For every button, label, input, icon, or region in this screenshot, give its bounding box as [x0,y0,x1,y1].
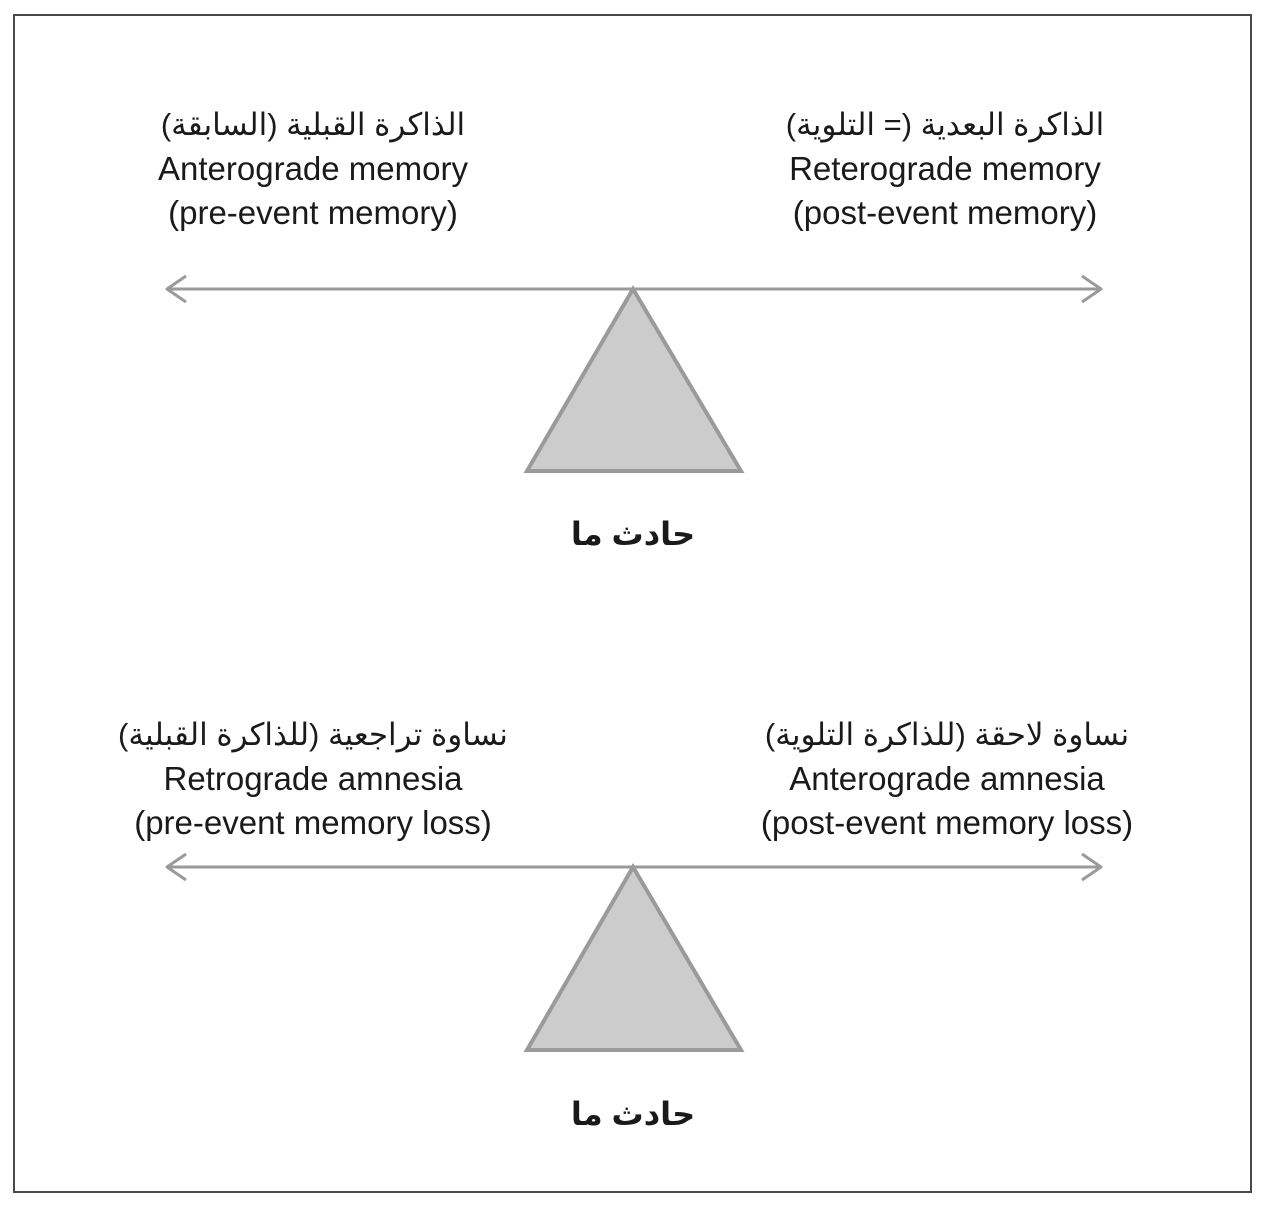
top-event-label: حادث ما [570,516,696,552]
top-right-label [745,103,1145,235]
top-right-english: Reterograde memory [789,150,1101,187]
bottom-right-label [727,713,1167,845]
top-left-english-sub: (pre-event memory) [168,194,458,231]
bottom-left-label [93,713,533,845]
top-event-triangle [527,289,741,471]
bottom-left-english: Retrograde amnesia [163,760,463,797]
top-right-arabic: الذاكرة البعدية (= التلوية) [785,107,1105,142]
bottom-right-english-sub: (post-event memory loss) [760,804,1134,841]
top-left-english: Anterograde memory [158,150,468,187]
bottom-right-english: Anterograde amnesia [789,760,1105,797]
top-right-english-sub: (post-event memory) [792,194,1098,231]
top-left-arabic: الذاكرة القبلية (السابقة) [160,107,466,142]
bottom-event-triangle [527,867,741,1050]
top-left-label [113,103,513,235]
bottom-left-english-sub: (pre-event memory loss) [134,804,492,841]
bottom-right-arabic: نساوة لاحقة (للذاكرة التلوية) [764,717,1130,752]
bottom-timeline [167,854,1101,1050]
bottom-event-label: حادث ما [570,1096,696,1132]
bottom-left-arabic: نساوة تراجعية (للذاكرة القبلية) [118,717,508,752]
top-timeline [167,276,1101,471]
